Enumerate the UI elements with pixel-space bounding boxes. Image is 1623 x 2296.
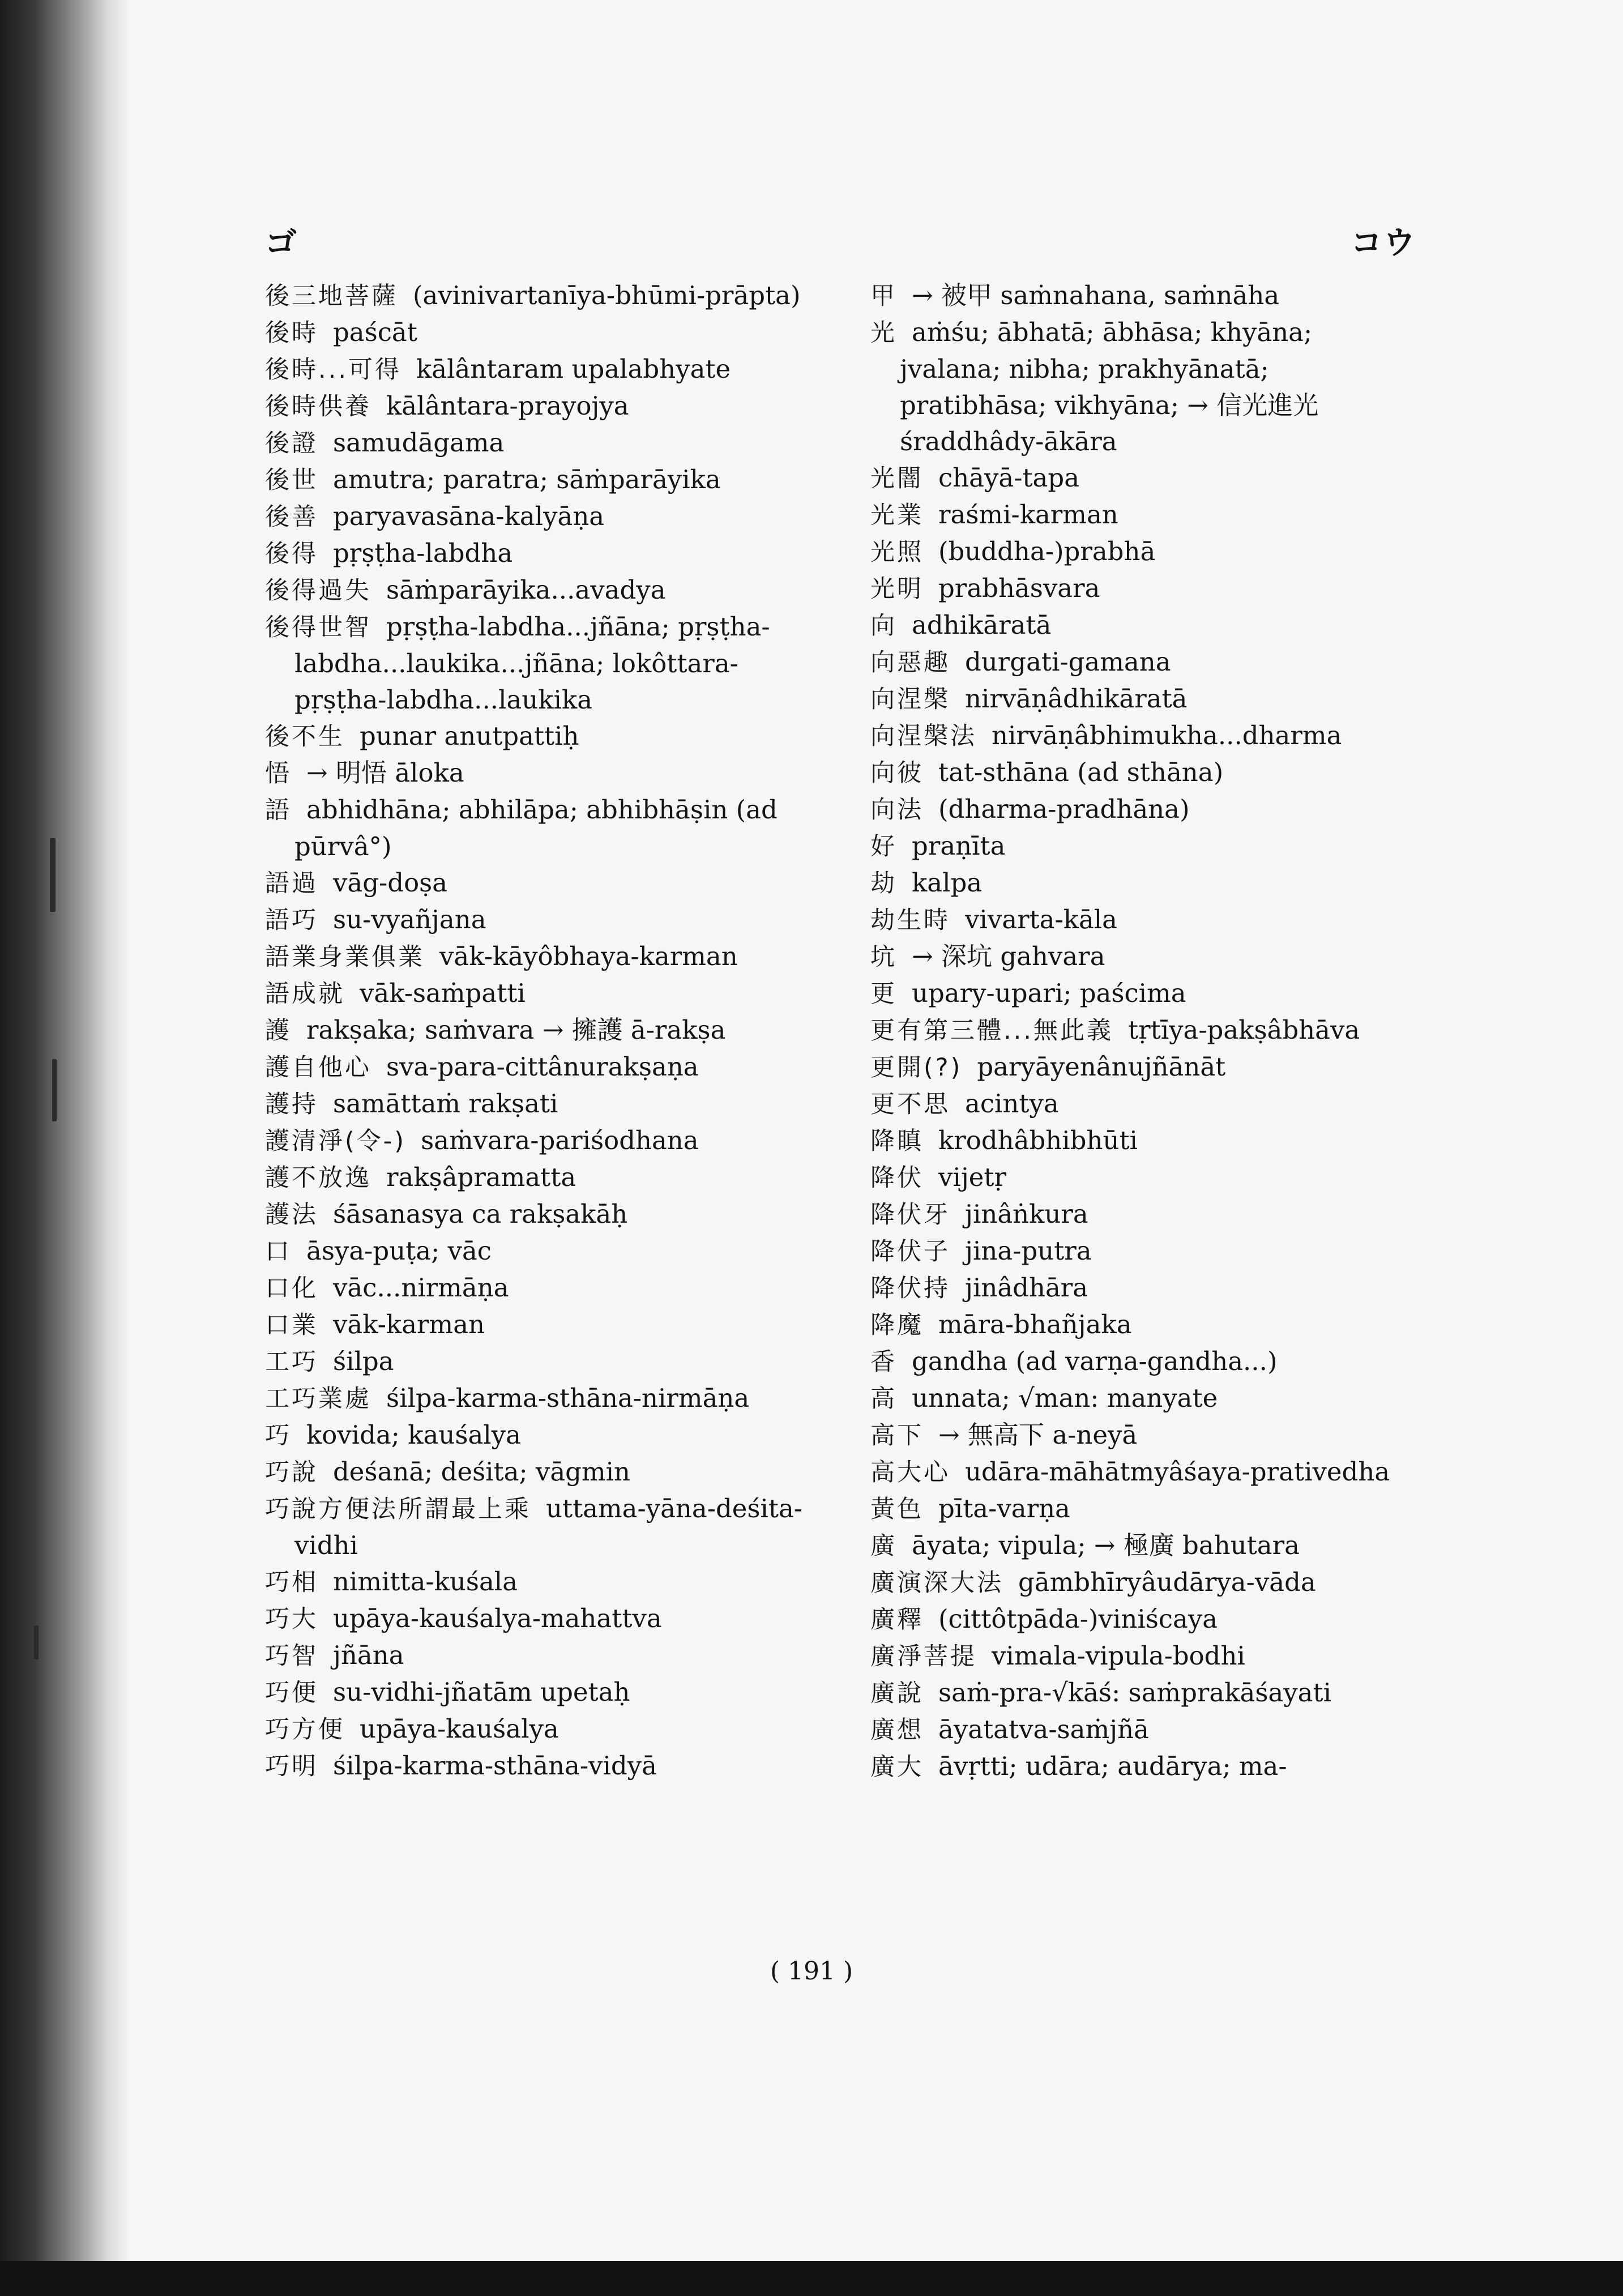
entry-gloss: tṛtīya-pakṣâbhāva — [1128, 1015, 1360, 1045]
entry-gloss: jinâṅkura — [965, 1199, 1088, 1229]
dictionary-entry — [870, 1086, 1414, 1123]
entry-headword: 後得過失 — [265, 577, 371, 605]
entry-gloss: udāra-māhātmyâśaya-prativedha — [965, 1457, 1390, 1487]
entry-headword: 巧相 — [265, 1568, 318, 1597]
dictionary-entry — [870, 497, 1414, 534]
entry-headword: 語巧 — [265, 906, 318, 934]
entry-gloss: saṁ-pra-√kāś: saṁprakāśayati — [938, 1678, 1331, 1708]
entry-headword: 光業 — [870, 501, 924, 530]
entry-headword: 黃色 — [870, 1495, 924, 1523]
entry-headword: 巧大 — [265, 1605, 318, 1633]
entry-headword: 廣釋 — [870, 1606, 924, 1634]
scan-edge-shadow — [0, 0, 130, 2296]
entry-headword: 後時供養 — [265, 392, 371, 421]
dictionary-entry — [870, 314, 1414, 460]
dictionary-entry — [870, 1638, 1414, 1675]
dictionary-entry — [265, 1637, 809, 1674]
entry-headword: 後得世智 — [265, 613, 371, 642]
dictionary-entry — [265, 1674, 809, 1711]
entry-headword: 工巧業處 — [265, 1385, 371, 1413]
dictionary-entry — [265, 1417, 809, 1454]
entry-headword: 向涅槃法 — [870, 722, 977, 750]
entry-gloss: tat-sthāna (ad sthāna) — [938, 757, 1224, 787]
running-header-left: ゴ — [265, 225, 298, 262]
entry-headword: 更有第三體...無此義 — [870, 1017, 1114, 1045]
entry-gloss: raśmi-karman — [938, 500, 1118, 530]
entry-headword: 口業 — [265, 1311, 318, 1339]
entry-gloss: samāttaṁ rakṣati — [333, 1089, 558, 1119]
entry-headword: 語過 — [265, 869, 318, 898]
entry-headword: 口化 — [265, 1274, 318, 1303]
dictionary-entry — [870, 1564, 1414, 1601]
entry-headword: 護自他心 — [265, 1053, 371, 1082]
entry-headword: 降伏 — [870, 1164, 924, 1192]
scan-mark — [34, 1625, 39, 1659]
page-number: ( 191 ) — [770, 1957, 853, 1986]
entry-gloss: jina-putra — [965, 1236, 1092, 1266]
dictionary-entry — [265, 1748, 809, 1785]
dictionary-entry — [265, 572, 809, 609]
entry-headword: 後不生 — [265, 723, 345, 751]
dictionary-entry — [265, 1491, 809, 1564]
dictionary-entry — [870, 1123, 1414, 1159]
entry-gloss: (cittôtpāda-)viniścaya — [938, 1604, 1218, 1634]
entry-headword: 光明 — [870, 575, 924, 603]
entry-headword: 高大心 — [870, 1458, 950, 1487]
entry-gloss: su-vidhi-jñatām upetaḥ — [333, 1677, 630, 1707]
entry-gloss: śilpa-karma-sthāna-vidyā — [333, 1751, 657, 1781]
entry-headword: 向涅槃 — [870, 685, 950, 714]
entry-gloss: uttama-yāna-deśita-vidhi — [294, 1493, 802, 1560]
entry-headword: 甲 — [870, 282, 897, 310]
entry-gloss: vāc...nirmāṇa — [333, 1273, 509, 1303]
entry-gloss: upary-upari; paścima — [912, 978, 1186, 1008]
dictionary-entry — [870, 1380, 1414, 1417]
entry-headword: 巧說方便法所謂最上乘 — [265, 1495, 531, 1523]
dictionary-entry — [870, 938, 1414, 975]
dictionary-entry — [870, 754, 1414, 791]
dictionary-entry — [870, 534, 1414, 570]
entry-gloss: sāṁparāyika...avadya — [386, 575, 666, 605]
entry-headword: 後善 — [265, 503, 318, 531]
dictionary-entry — [870, 1527, 1414, 1564]
entry-headword: 後得 — [265, 540, 318, 568]
entry-gloss: (buddha-)prabhā — [938, 536, 1156, 566]
entry-headword: 高 — [870, 1385, 897, 1413]
entry-gloss: āyatatva-saṁjñā — [938, 1714, 1149, 1744]
dictionary-entry — [265, 388, 809, 425]
dictionary-entry — [870, 1343, 1414, 1380]
entry-headword: 降伏子 — [870, 1237, 950, 1266]
entry-headword: 語業身業俱業 — [265, 943, 425, 971]
entry-headword: 向惡趣 — [870, 648, 950, 677]
entry-gloss: paryāyenânujñānāt — [977, 1052, 1226, 1082]
entry-headword: 更不思 — [870, 1090, 950, 1119]
entry-gloss: āsya-puṭa; vāc — [306, 1236, 492, 1266]
dictionary-entry — [265, 1380, 809, 1417]
entry-gloss: vivarta-kāla — [965, 904, 1118, 934]
entry-gloss: nimitta-kuśala — [333, 1567, 518, 1597]
entry-headword: 悟 — [265, 759, 292, 788]
entry-gloss: jinâdhāra — [965, 1273, 1088, 1303]
entry-gloss: → 無高下 a-neyā — [938, 1420, 1138, 1450]
entry-gloss: pṛṣṭha-labdha...jñāna; pṛṣṭha-labdha...laukika...jñāna; lokôttara-pṛṣṭha-labdha...laukika — [294, 612, 770, 715]
entry-gloss: rakṣaka; saṁvara → 擁護 ā-rakṣa — [306, 1015, 726, 1045]
dictionary-entry — [870, 828, 1414, 865]
dictionary-entry — [265, 1159, 809, 1196]
entry-headword: 護清淨(令-) — [265, 1127, 407, 1155]
entry-headword: 廣演深大法 — [870, 1569, 1003, 1597]
entry-headword: 護 — [265, 1017, 292, 1045]
entry-headword: 巧智 — [265, 1642, 318, 1670]
entry-headword: 好 — [870, 833, 897, 861]
entry-headword: 更開(?) — [870, 1053, 963, 1082]
dictionary-entry — [870, 644, 1414, 681]
entry-headword: 降魔 — [870, 1311, 924, 1339]
entry-gloss: māra-bhañjaka — [938, 1309, 1132, 1339]
entry-headword: 廣說 — [870, 1679, 924, 1708]
dictionary-entry — [870, 1712, 1414, 1748]
dictionary-entry — [870, 278, 1414, 314]
entry-headword: 後時...可得 — [265, 356, 402, 384]
entry-headword: 更 — [870, 980, 897, 1008]
entry-gloss: pīta-varṇa — [938, 1493, 1070, 1523]
running-header-right: コウ — [1351, 225, 1416, 262]
dictionary-entry — [870, 1159, 1414, 1196]
entry-gloss: → 深坑 gahvara — [912, 941, 1105, 971]
dictionary-entry — [265, 1086, 809, 1123]
dictionary-entry — [870, 681, 1414, 718]
entry-gloss: jñāna — [333, 1640, 404, 1670]
dictionary-entry — [265, 1711, 809, 1748]
entry-gloss: chāyā-tapa — [938, 463, 1080, 493]
entry-headword: 劫 — [870, 869, 897, 898]
dictionary-entry — [265, 938, 809, 975]
dictionary-entry — [265, 865, 809, 902]
entry-headword: 工巧 — [265, 1348, 318, 1376]
entry-gloss: acintya — [965, 1089, 1059, 1119]
entry-headword: 光照 — [870, 538, 924, 566]
dictionary-entry — [870, 1049, 1414, 1086]
entry-gloss: śāsanasya ca rakṣakāḥ — [333, 1199, 628, 1229]
entry-headword: 語成就 — [265, 980, 345, 1008]
dictionary-entry — [870, 718, 1414, 754]
entry-gloss: śilpa-karma-sthāna-nirmāṇa — [386, 1383, 750, 1413]
entry-headword: 廣淨菩提 — [870, 1642, 977, 1671]
dictionary-entry — [265, 1601, 809, 1637]
entry-gloss: vāk-saṁpatti — [360, 978, 526, 1008]
entry-headword: 護法 — [265, 1201, 318, 1229]
dictionary-entry — [265, 1343, 809, 1380]
entry-headword: 後證 — [265, 429, 318, 458]
dictionary-entry — [870, 607, 1414, 644]
entry-gloss: nirvāṇâbhimukha...dharma — [992, 720, 1342, 750]
entry-gloss: → 明悟 āloka — [306, 758, 464, 788]
scan-bottom-edge — [0, 2261, 1623, 2296]
entry-gloss: vāk-karman — [333, 1309, 485, 1339]
dictionary-entry — [265, 351, 809, 388]
entry-gloss: āvṛtti; udāra; audārya; ma- — [938, 1751, 1287, 1781]
right-column — [870, 278, 1414, 1785]
dictionary-entry — [870, 902, 1414, 938]
entry-headword: 後三地菩薩 — [265, 282, 398, 310]
dictionary-entry — [265, 278, 809, 314]
dictionary-entry — [265, 462, 809, 498]
entry-headword: 巧明 — [265, 1752, 318, 1781]
entry-headword: 巧方便 — [265, 1715, 345, 1744]
entry-gloss: upāya-kauśalya — [360, 1714, 559, 1744]
entry-gloss: paryavasāna-kalyāṇa — [333, 501, 605, 531]
entry-headword: 向 — [870, 612, 897, 640]
entry-headword: 廣想 — [870, 1716, 924, 1744]
dictionary-entry — [870, 1748, 1414, 1785]
entry-headword: 香 — [870, 1348, 897, 1376]
dictionary-entry — [870, 1454, 1414, 1491]
entry-gloss: deśanā; deśita; vāgmin — [333, 1457, 631, 1487]
dictionary-entry — [870, 1307, 1414, 1343]
dictionary-entry — [265, 609, 809, 718]
entry-gloss: adhikāratā — [912, 610, 1052, 640]
entry-gloss: punar anutpattiḥ — [360, 721, 579, 751]
entry-headword: 巧便 — [265, 1679, 318, 1707]
entry-headword: 光 — [870, 319, 897, 347]
entry-headword: 巧 — [265, 1422, 292, 1450]
entry-gloss: kovida; kauśalya — [306, 1420, 521, 1450]
entry-headword: 巧說 — [265, 1458, 318, 1487]
scan-mark — [50, 838, 55, 912]
dictionary-entry — [265, 975, 809, 1012]
dictionary-entry — [265, 1564, 809, 1601]
entry-gloss: kālântaram upalabhyate — [416, 354, 731, 384]
entry-gloss: āyata; vipula; → 極廣 bahutara — [912, 1530, 1300, 1560]
dictionary-entry — [870, 1270, 1414, 1307]
dictionary-entry — [870, 1601, 1414, 1638]
entry-gloss: paścāt — [333, 317, 417, 347]
entry-gloss: pṛṣṭha-labdha — [333, 538, 513, 568]
entry-headword: 坑 — [870, 943, 897, 971]
entry-gloss: rakṣâpramatta — [386, 1162, 576, 1192]
entry-headword: 廣大 — [870, 1753, 924, 1781]
dictionary-entry — [870, 570, 1414, 607]
dictionary-entry — [265, 314, 809, 351]
entry-gloss: krodhâbhibhūti — [938, 1125, 1138, 1155]
entry-gloss: aṁśu; ābhatā; ābhāsa; khyāna; jvalana; nibha; prakhyānatā; pratibhāsa; vikhyāna; → 信光進光 śraddhâdy-ākāra — [900, 317, 1319, 456]
dictionary-entry — [265, 1196, 809, 1233]
entry-gloss: (dharma-pradhāna) — [938, 794, 1190, 824]
entry-gloss: vijetṛ — [938, 1162, 1006, 1192]
entry-headword: 向法 — [870, 796, 924, 824]
dictionary-entry — [265, 1012, 809, 1049]
entry-gloss: vāg-doṣa — [333, 868, 448, 898]
dictionary-entry — [870, 1491, 1414, 1527]
dictionary-entry — [265, 755, 809, 792]
dictionary-entry — [870, 975, 1414, 1012]
dictionary-entry — [265, 1233, 809, 1270]
entry-headword: 光闇 — [870, 464, 924, 493]
entry-gloss: prabhāsvara — [938, 573, 1100, 603]
entry-gloss: praṇīta — [912, 831, 1006, 861]
entry-headword: 語 — [265, 796, 292, 825]
dictionary-entry — [870, 865, 1414, 902]
entry-gloss: nirvāṇâdhikāratā — [965, 684, 1188, 714]
entry-headword: 護持 — [265, 1090, 318, 1119]
entry-gloss: gandha (ad varṇa-gandha...) — [912, 1346, 1278, 1376]
entry-gloss: vāk-kāyôbhaya-karman — [439, 941, 738, 971]
entry-gloss: (avinivartanīya-bhūmi-prāpta) — [413, 280, 801, 310]
dictionary-entry — [265, 535, 809, 572]
dictionary-entry — [870, 791, 1414, 828]
entry-headword: 護不放逸 — [265, 1164, 371, 1192]
dictionary-entry — [870, 1012, 1414, 1049]
entry-gloss: saṁvara-pariśodhana — [421, 1125, 699, 1155]
entry-gloss: gāmbhīryâudārya-vāda — [1018, 1567, 1316, 1597]
dictionary-entry — [870, 1233, 1414, 1270]
entry-gloss: → 被甲 saṁnahana, saṁnāha — [912, 280, 1280, 310]
entry-gloss: vimala-vipula-bodhi — [992, 1641, 1245, 1671]
entry-gloss: sva-para-cittânurakṣaṇa — [386, 1052, 699, 1082]
entry-headword: 降伏牙 — [870, 1201, 950, 1229]
dictionary-entry — [870, 1417, 1414, 1454]
entry-headword: 廣 — [870, 1532, 897, 1560]
entry-headword: 劫生時 — [870, 906, 950, 934]
entry-gloss: unnata; √man: manyate — [912, 1383, 1218, 1413]
dictionary-entry — [265, 718, 809, 755]
dictionary-entry — [870, 1675, 1414, 1712]
dictionary-entry — [870, 460, 1414, 497]
dictionary-entry — [265, 1123, 809, 1159]
entry-gloss: durgati-gamana — [965, 647, 1171, 677]
entry-headword: 後世 — [265, 466, 318, 494]
entry-headword: 口 — [265, 1237, 292, 1266]
entry-gloss: su-vyañjana — [333, 904, 486, 934]
entry-gloss: kalpa — [912, 868, 983, 898]
entry-headword: 高下 — [870, 1422, 924, 1450]
entry-gloss: samudāgama — [333, 428, 505, 458]
dictionary-entry — [265, 902, 809, 938]
entry-gloss: upāya-kauśalya-mahattva — [333, 1603, 662, 1633]
dictionary-entry — [265, 1049, 809, 1086]
dictionary-entry — [265, 425, 809, 462]
left-column — [265, 278, 809, 1785]
entry-headword: 向彼 — [870, 759, 924, 787]
dictionary-entry — [870, 1196, 1414, 1233]
dictionary-entry — [265, 792, 809, 865]
entry-gloss: śilpa — [333, 1346, 394, 1376]
scan-mark — [52, 1059, 57, 1121]
entry-headword: 後時 — [265, 319, 318, 347]
entry-gloss: abhidhāna; abhilāpa; abhibhāṣin (ad pūrvâ°) — [294, 795, 778, 861]
entry-headword: 降伏持 — [870, 1274, 950, 1303]
entry-gloss: kālântara-prayojya — [386, 391, 629, 421]
dictionary-entry — [265, 1454, 809, 1491]
dictionary-entry — [265, 1270, 809, 1307]
entry-headword: 降瞋 — [870, 1127, 924, 1155]
dictionary-entry — [265, 1307, 809, 1343]
dictionary-entry — [265, 498, 809, 535]
entry-gloss: amutra; paratra; sāṁparāyika — [333, 464, 721, 494]
